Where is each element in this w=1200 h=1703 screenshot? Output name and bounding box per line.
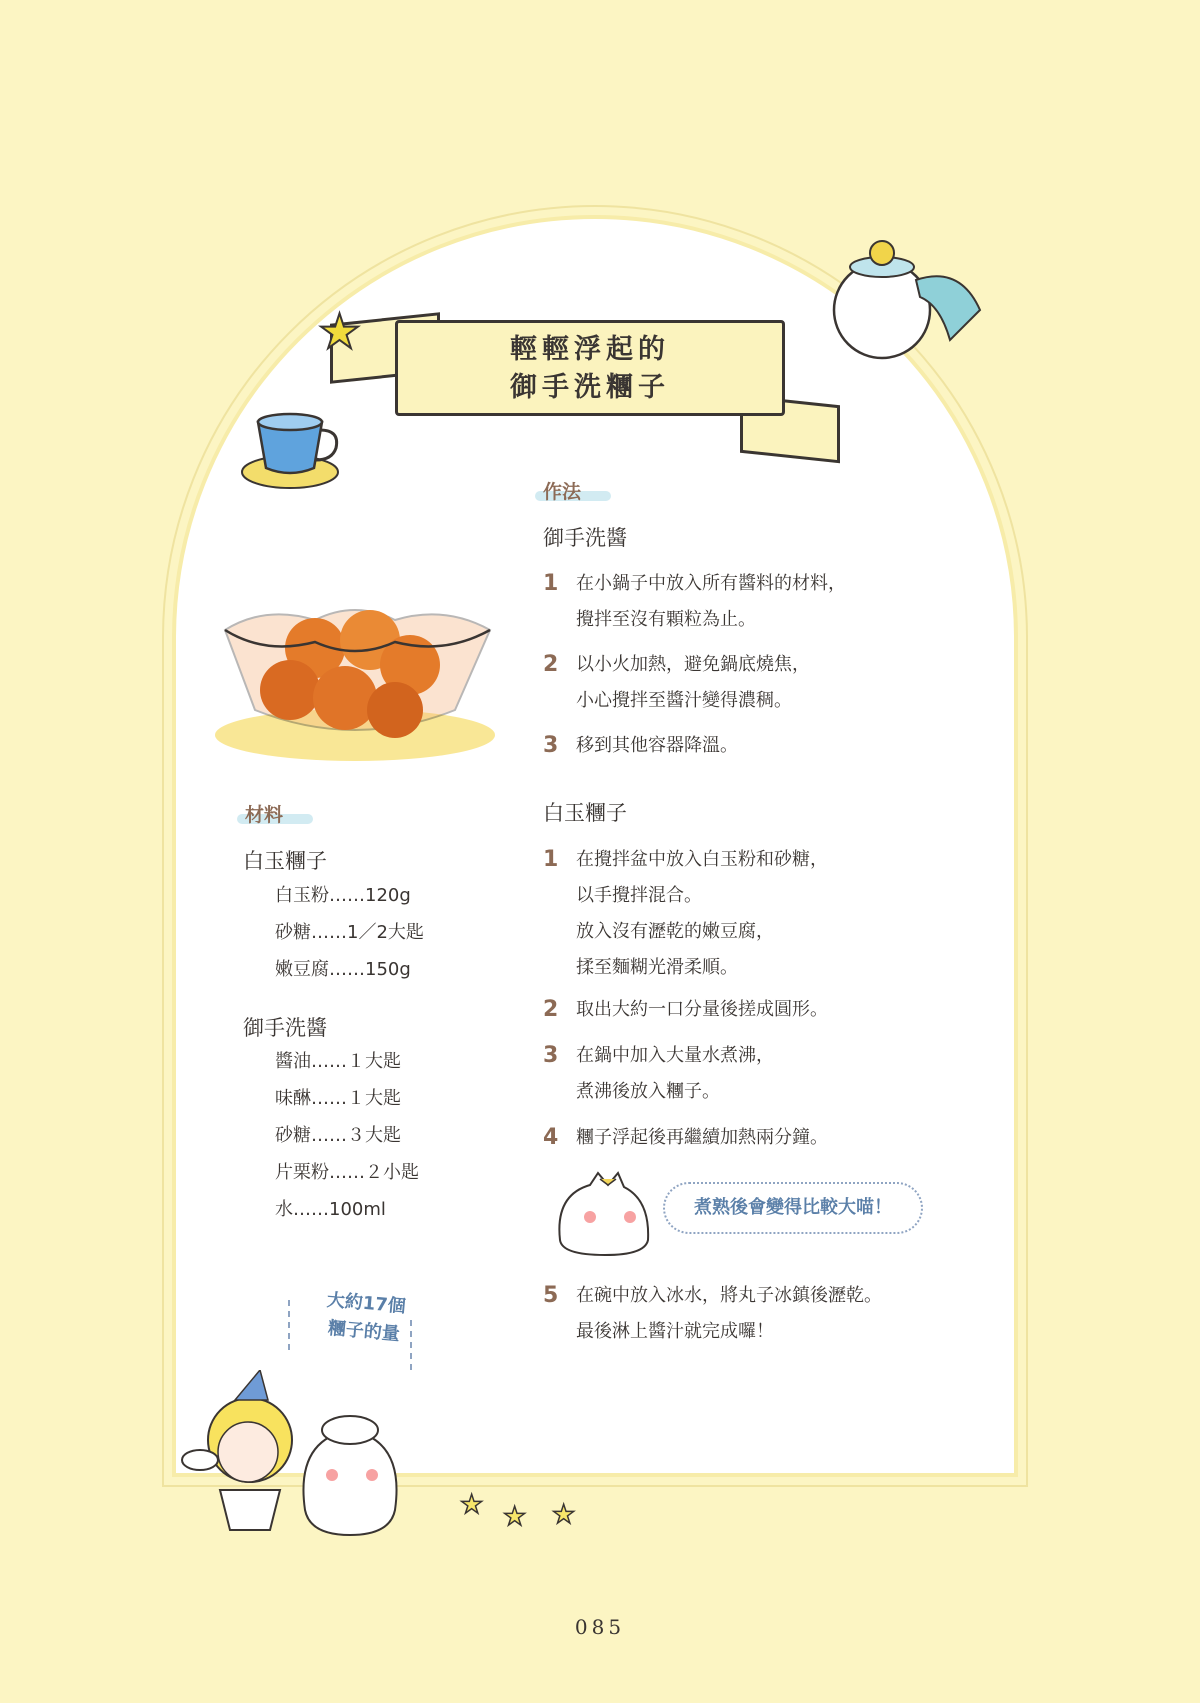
note-bracket-left bbox=[288, 1300, 290, 1350]
star-icon: ★ bbox=[460, 1490, 484, 1520]
ingredient-item: 水……100ml bbox=[275, 1199, 386, 1220]
step-number: 2 bbox=[543, 652, 559, 677]
step-number: 5 bbox=[543, 1283, 559, 1308]
sauce-title: 御手洗醬 bbox=[543, 526, 627, 550]
step-text: 移到其他容器降溫。 bbox=[576, 735, 738, 756]
dumpling-step bbox=[543, 1278, 882, 1350]
dumpling-step bbox=[543, 1120, 828, 1156]
yield-note bbox=[298, 1284, 432, 1351]
title-line-2: 御手洗糰子 bbox=[510, 372, 670, 403]
step-text: 取出大約一口分量後搓成圓形。 bbox=[576, 999, 828, 1020]
step-text: 放入沒有瀝乾的嫩豆腐， bbox=[576, 921, 774, 942]
cat-illustration bbox=[550, 1165, 660, 1260]
step-text: 小心攪拌至醬汁變得濃稠。 bbox=[576, 690, 792, 711]
step-text: 在小鍋子中放入所有醬料的材料， bbox=[576, 573, 846, 594]
step-number: 3 bbox=[543, 1043, 559, 1068]
ingredient-item: 嫩豆腐……150g bbox=[275, 959, 411, 980]
step-number: 1 bbox=[543, 847, 559, 872]
step-text: 以手攪拌混合。 bbox=[576, 885, 702, 906]
title-banner bbox=[395, 320, 785, 416]
sugar-pot-illustration bbox=[820, 225, 990, 365]
step-number: 3 bbox=[543, 733, 559, 758]
star-icon: ★ bbox=[552, 1500, 576, 1530]
step-text: 最後淋上醬汁就完成囉！ bbox=[576, 1321, 774, 1342]
teacup-illustration bbox=[240, 400, 350, 495]
step-text: 糰子浮起後再繼續加熱兩分鐘。 bbox=[576, 1127, 828, 1148]
sauce-step bbox=[543, 647, 810, 719]
star-icon: ★ bbox=[318, 304, 362, 360]
step-number: 4 bbox=[543, 1125, 559, 1150]
step-text: 在攪拌盆中放入白玉粉和砂糖， bbox=[576, 849, 828, 870]
star-icon: ★ bbox=[503, 1502, 527, 1532]
ingredients-label: 材料 bbox=[245, 804, 284, 826]
sauce-step bbox=[543, 566, 846, 638]
sauce-step bbox=[543, 728, 738, 764]
method-label: 作法 bbox=[543, 481, 582, 503]
step-text: 在碗中放入冰水，將丸子冰鎮後瀝乾。 bbox=[576, 1285, 882, 1306]
girl-illustration bbox=[140, 1370, 440, 1545]
ingredient-item: 味醂……１大匙 bbox=[275, 1088, 401, 1109]
ingredient-item: 白玉粉……120g bbox=[275, 885, 411, 906]
ingredient-list bbox=[275, 877, 424, 988]
page-number: 085 bbox=[574, 1615, 626, 1639]
step-text: 在鍋中加入大量水煮沸， bbox=[576, 1045, 774, 1066]
dumpling-step bbox=[543, 842, 828, 986]
step-text: 攪拌至沒有顆粒為止。 bbox=[576, 609, 756, 630]
step-text: 揉至麵糊光滑柔順。 bbox=[576, 957, 738, 978]
dango-bowl-illustration bbox=[205, 570, 505, 770]
title-line-1: 輕輕浮起的 bbox=[510, 334, 670, 365]
step-text: 煮沸後放入糰子。 bbox=[576, 1081, 720, 1102]
ingredient-item: 片栗粉……２小匙 bbox=[275, 1162, 419, 1183]
ingredient-item: 砂糖……1／2大匙 bbox=[275, 922, 424, 943]
yield-note-line: 糰子的量 bbox=[327, 1317, 401, 1346]
dumpling-step bbox=[543, 1038, 774, 1110]
yield-note-line: 大約17個 bbox=[325, 1289, 407, 1318]
ingredient-item: 砂糖……３大匙 bbox=[275, 1125, 401, 1146]
step-text: 以小火加熱，避免鍋底燒焦， bbox=[576, 654, 810, 675]
ingredient-list bbox=[275, 1043, 419, 1228]
ingredient-group-title: 白玉糰子 bbox=[243, 849, 327, 873]
step-number: 2 bbox=[543, 997, 559, 1022]
step-number: 1 bbox=[543, 571, 559, 596]
dumpling-title: 白玉糰子 bbox=[543, 801, 627, 825]
ingredient-group-title: 御手洗醬 bbox=[243, 1016, 327, 1040]
speech-bubble: 煮熟後會變得比較大喵！ bbox=[663, 1182, 923, 1234]
ingredient-item: 醬油……１大匙 bbox=[275, 1051, 401, 1072]
dumpling-step bbox=[543, 992, 828, 1028]
